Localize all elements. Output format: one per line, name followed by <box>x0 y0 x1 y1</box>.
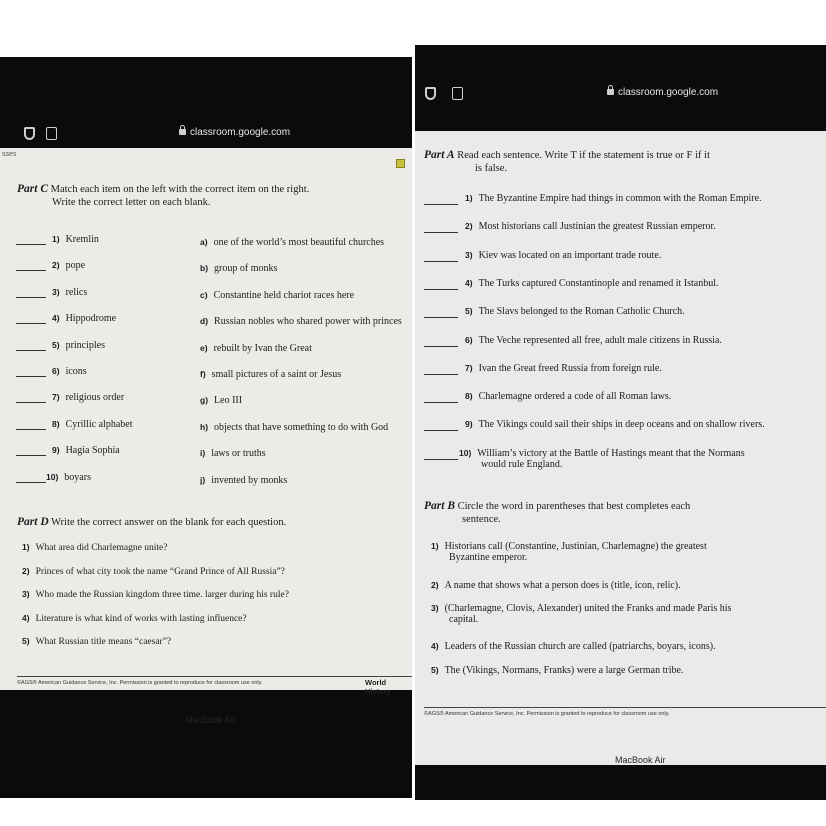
true-false-statement: 10) William’s victory at the Battle of Hastings meant that the Normans would rule England. <box>459 447 745 470</box>
footer-rule <box>17 676 412 677</box>
question: 3) Who made the Russian kingdom three time. larger during his rule? <box>22 589 289 600</box>
left-photo <box>0 57 412 798</box>
address-bar[interactable] <box>607 87 718 98</box>
answer-blank[interactable] <box>424 232 458 233</box>
answer-blank[interactable] <box>424 261 458 262</box>
answer-blank[interactable] <box>16 376 46 377</box>
circle-word-sentence: 2) A name that shows what a person does is (title, icon, relic). <box>431 580 681 591</box>
question: 4) Literature is what kind of works with lasting influence? <box>22 612 247 624</box>
badge-icon <box>396 159 405 168</box>
tabs-icon[interactable] <box>452 87 463 100</box>
match-option: j) invented by monks <box>200 474 288 486</box>
answer-blank[interactable] <box>16 297 46 298</box>
answer-blank[interactable] <box>16 244 46 245</box>
match-option: f) small pictures of a saint or Jesus <box>200 369 342 380</box>
footer-book-title: World History <box>365 678 391 696</box>
match-option: g) Leo III <box>200 395 243 407</box>
match-term: 4) Hippodrome <box>52 313 117 325</box>
address-bar[interactable] <box>179 127 290 138</box>
tabs-icon[interactable] <box>46 127 57 140</box>
answer-blank[interactable] <box>424 346 458 347</box>
match-option: c) Constantine held chariot races here <box>200 289 355 301</box>
true-false-statement: 7) Ivan the Great freed Russia from foreign rule. <box>465 362 662 374</box>
lock-icon <box>607 89 614 95</box>
circle-word-sentence: 3) (Charlemagne, Clovis, Alexander) united the Franks and made Paris his capital. <box>431 603 732 625</box>
match-option: e) rebuilt by Ivan the Great <box>200 342 312 354</box>
circle-word-sentence: 4) Leaders of the Russian church are called (patriarchs, boyars, icons). <box>431 641 716 652</box>
footer-text: ©AGS® American Guidance Service, Inc. Permission is granted to reproduce for classroom use only. <box>424 711 670 717</box>
answer-blank[interactable] <box>16 270 46 271</box>
worksheet-page <box>415 131 826 765</box>
answer-blank[interactable] <box>16 323 46 324</box>
match-option: h) objects that have something to do with God <box>200 421 389 433</box>
true-false-statement: 2) Most historians call Justinian the greatest Russian emperor. <box>465 221 716 233</box>
answer-blank[interactable] <box>16 429 46 430</box>
match-term: 5) principles <box>52 339 105 351</box>
browser-toolbar <box>0 122 412 148</box>
answer-blank[interactable] <box>16 402 46 403</box>
part-c-heading: Part C Match each item on the left with the correct item on the right. Write the correct letter on each blank. <box>17 183 310 208</box>
classes-tab[interactable]: sses <box>2 151 17 158</box>
lock-icon <box>179 129 186 135</box>
footer-rule <box>424 707 826 708</box>
worksheet-page <box>0 148 412 696</box>
question: 2) Princes of what city took the name “Grand Prince of All Russia”? <box>22 565 285 577</box>
url-text: classroom.google.com <box>618 87 719 98</box>
match-term: 10) boyars <box>46 471 91 483</box>
question: 1) What area did Charlemagne unite? <box>22 542 168 553</box>
circle-word-sentence: 1) Historians call (Constantine, Justinian, Charlemagne) the greatest Byzantine emperor. <box>431 541 707 563</box>
true-false-statement: 4) The Turks captured Constantinople and renamed it Istanbul. <box>465 277 719 289</box>
circle-word-sentence: 5) The (Vikings, Normans, Franks) were a large German tribe. <box>431 665 684 676</box>
match-term: 3) relics <box>52 286 88 298</box>
browser-toolbar <box>415 82 826 108</box>
true-false-statement: 9) The Vikings could sail their ships in deep oceans and on shallow rivers. <box>465 419 765 431</box>
url-text: classroom.google.com <box>190 127 291 138</box>
answer-blank[interactable] <box>424 289 458 290</box>
part-a-heading: Part A Read each sentence. Write T if the statement is true or F if it is false. <box>424 149 710 174</box>
answer-blank[interactable] <box>424 317 458 318</box>
answer-blank[interactable] <box>424 204 458 205</box>
match-term: 8) Cyrillic alphabet <box>52 418 133 430</box>
answer-blank[interactable] <box>424 402 458 403</box>
match-term: 6) icons <box>52 366 87 377</box>
match-option: a) one of the world’s most beautiful churches <box>200 237 385 248</box>
question: 5) What Russian title means “caesar”? <box>22 636 172 647</box>
match-option: b) group of monks <box>200 263 278 275</box>
true-false-statement: 1) The Byzantine Empire had things in common with the Roman Empire. <box>465 193 762 204</box>
right-photo <box>415 45 826 800</box>
true-false-statement: 8) Charlemagne ordered a code of all Roman laws. <box>465 391 672 403</box>
answer-blank[interactable] <box>424 459 458 460</box>
answer-blank[interactable] <box>16 455 46 456</box>
answer-blank[interactable] <box>16 350 46 351</box>
true-false-statement: 3) Kiev was located on an important trade route. <box>465 249 662 261</box>
laptop-brand: MacBook Air <box>615 755 666 765</box>
match-term: 9) Hagia Sophia <box>52 445 120 457</box>
match-term: 2) pope <box>52 260 86 272</box>
answer-blank[interactable] <box>424 374 458 375</box>
part-d-heading: Part D Write the correct answer on the blank for each question. <box>17 516 287 528</box>
shield-icon[interactable] <box>425 87 436 100</box>
match-term: 1) Kremlin <box>52 234 99 245</box>
true-false-statement: 6) The Veche represented all free, adult male citizens in Russia. <box>465 334 722 346</box>
shield-icon[interactable] <box>24 127 35 140</box>
match-option: i) laws or truths <box>200 448 266 460</box>
answer-blank[interactable] <box>16 482 46 483</box>
footer-text: ©AGS® American Guidance Service, Inc. Permission is granted to reproduce for classroom use only. <box>17 680 263 686</box>
match-term: 7) religious order <box>52 392 125 404</box>
true-false-statement: 5) The Slavs belonged to the Roman Catholic Church. <box>465 306 685 318</box>
match-option: d) Russian nobles who shared power with princes <box>200 316 402 328</box>
laptop-brand: MacBook Air <box>185 715 236 725</box>
answer-blank[interactable] <box>424 430 458 431</box>
part-b-heading: Part B Circle the word in parentheses that best completes each sentence. <box>424 500 691 525</box>
